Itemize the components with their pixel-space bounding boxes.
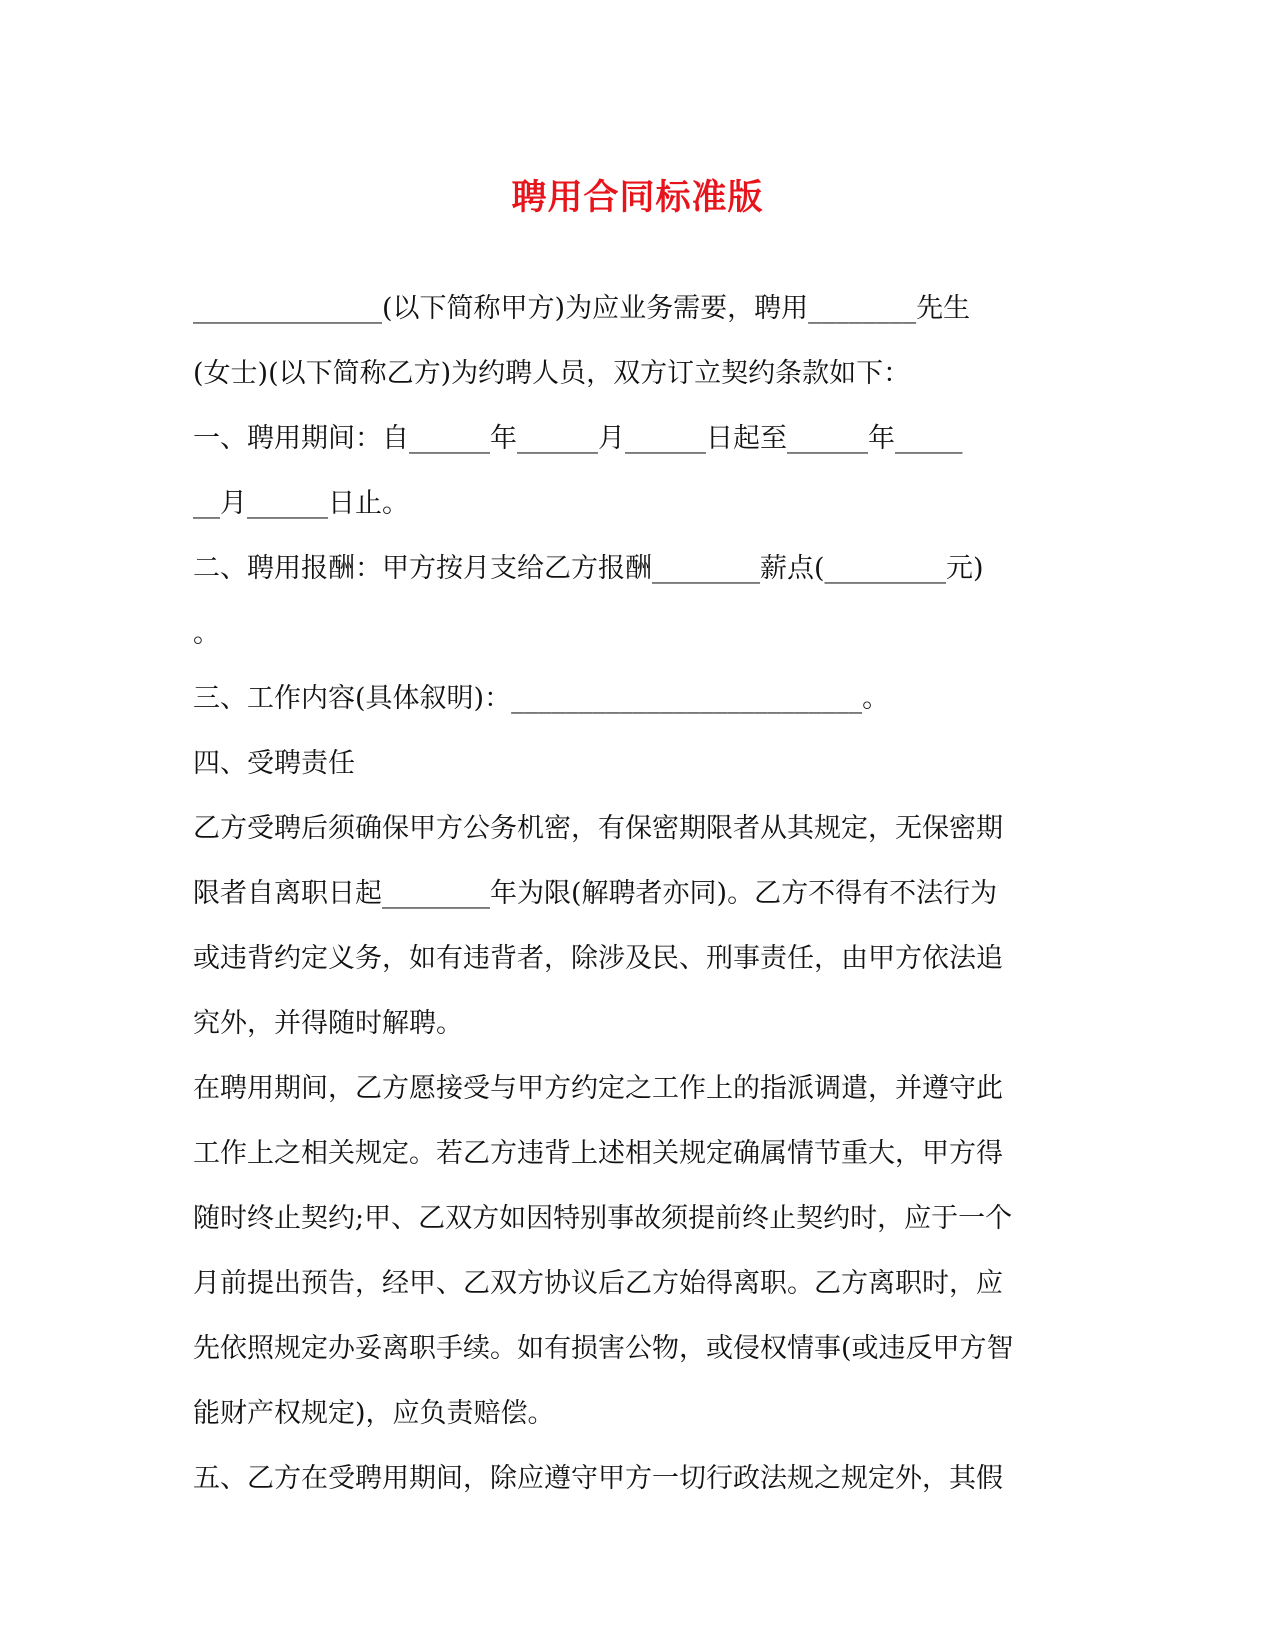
section-heading: 四、受聘责任	[193, 748, 355, 779]
document-title: 聘用合同标准版	[511, 177, 764, 218]
text-line: 或违背约定义务，如有违背者，除涉及民、刑事责任，由甲方依法追	[193, 943, 1003, 974]
text-line: (女士)(以下简称乙方)为约聘人员，双方订立契约条款如下：	[193, 358, 911, 389]
text-line: 三、工作内容(具体叙明)：__________________________。	[193, 683, 890, 714]
text-line: 能财产权规定)，应负责赔偿。	[193, 1398, 555, 1429]
text-line: 工作上之相关规定。若乙方违背上述相关规定确属情节重大，甲方得	[193, 1138, 1003, 1169]
text-line: 随时终止契约;甲、乙双方如因特别事故须提前终止契约时，应于一个	[193, 1203, 1013, 1234]
text-line: 在聘用期间，乙方愿接受与甲方约定之工作上的指派调遣，并遵守此	[193, 1073, 1003, 1104]
text-line: 月前提出预告，经甲、乙双方协议后乙方始得离职。乙方离职时，应	[193, 1268, 1003, 1299]
text-line: 。	[193, 618, 220, 649]
text-line: 先依照规定办妥离职手续。如有损害公物，或侵权情事(或违反甲方智	[193, 1333, 1014, 1364]
text-line: 一、聘用期间：自______年______月______日起至______年_____	[193, 423, 963, 454]
text-line: 限者自离职日起________年为限(解聘者亦同)。乙方不得有不法行为	[193, 878, 998, 909]
text-line: 究外，并得随时解聘。	[193, 1008, 463, 1039]
text-line: 五、乙方在受聘用期间，除应遵守甲方一切行政法规之规定外，其假	[193, 1463, 1003, 1494]
text-line: __月______日止。	[193, 488, 409, 519]
text-line: 乙方受聘后须确保甲方公务机密，有保密期限者从其规定，无保密期	[193, 813, 1003, 844]
text-line: ______________(以下简称甲方)为应业务需要，聘用________先生	[193, 293, 971, 324]
document-body	[193, 276, 1083, 1511]
text-line: 二、聘用报酬：甲方按月支给乙方报酬________薪点(_________元)	[193, 553, 984, 584]
